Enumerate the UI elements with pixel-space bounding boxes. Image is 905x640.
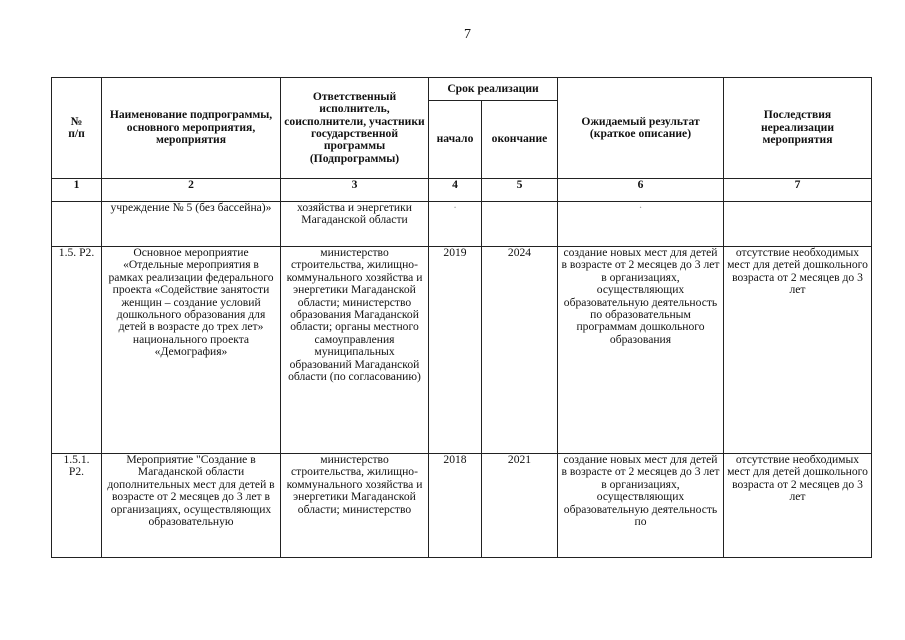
row-start: · [429,202,482,247]
header-result: Ожидаемый результат (краткое описание) [558,78,724,179]
table-row [52,202,872,247]
row-consequences: отсутствие необходимых мест для детей дошкольного возраста от 2 месяцев до 3 лет [724,247,872,454]
column-number: 1 [52,179,102,202]
row-consequences: отсутствие необходимых мест для детей дошкольного возраста от 2 месяцев до 3 лет [724,454,872,558]
column-number: 7 [724,179,872,202]
row-start: 2019 [429,247,482,454]
header-period: Срок реализации [429,78,558,101]
header-executor: Ответственный исполнитель, соисполнители, участники государственной программы (Подпрограммы) [281,78,429,179]
row-executor: министерство строительства, жилищно-коммунального хозяйства и энергетики Магаданской области; министерство образования Магаданской области; органы местного самоуправления муниципальных образований Магаданской области (по согласованию) [281,247,429,454]
row-executor: министерство строительства, жилищно-коммунального хозяйства и энергетики Магаданской области; министерство [281,454,429,558]
column-number: 3 [281,179,429,202]
column-numbers-row [52,179,872,202]
header-consequences: Последствия нереализации мероприятия [724,78,872,179]
row-executor: хозяйства и энергетики Магаданской области [281,202,429,247]
row-consequences [724,202,872,247]
row-start: 2018 [429,454,482,558]
column-number: 2 [102,179,281,202]
row-end: 2024 [482,247,558,454]
header-row-top [52,78,872,101]
column-number: 5 [482,179,558,202]
row-num: 1.5.1. Р2. [52,454,102,558]
header-end: окончание [482,101,558,179]
row-result: создание новых мест для детей в возрасте от 2 месяцев до 3 лет в организациях, осуществляющих образовательную деятельность по [558,454,724,558]
column-number: 6 [558,179,724,202]
row-num [52,202,102,247]
header-num: № п/п [52,78,102,179]
row-name: Основное мероприятие «Отдельные мероприятия в рамках реализации федерального проекта «Содействие занятости женщин – создание условий дошкольного образования для детей в возрасте до трех лет» национального проекта «Демография» [102,247,281,454]
row-name: Мероприятие "Создание в Магаданской области дополнительных мест для детей в возрасте от 2 месяцев до 3 лет в организациях, осуществляющих образовательную [102,454,281,558]
table-row [52,454,872,558]
header-name: Наименование подпрограммы, основного мероприятия, мероприятия [102,78,281,179]
column-number: 4 [429,179,482,202]
row-end [482,202,558,247]
header-start: начало [429,101,482,179]
row-result: · [558,202,724,247]
page-number: 7 [464,27,471,42]
row-result: создание новых мест для детей в возрасте от 2 месяцев до 3 лет в организациях, осуществляющих образовательную деятельность по образовательным программам дошкольного образования [558,247,724,454]
row-end: 2021 [482,454,558,558]
row-num: 1.5. Р2. [52,247,102,454]
program-table [51,77,872,558]
row-name: учреждение № 5 (без бассейна)» [102,202,281,247]
table-row [52,247,872,454]
